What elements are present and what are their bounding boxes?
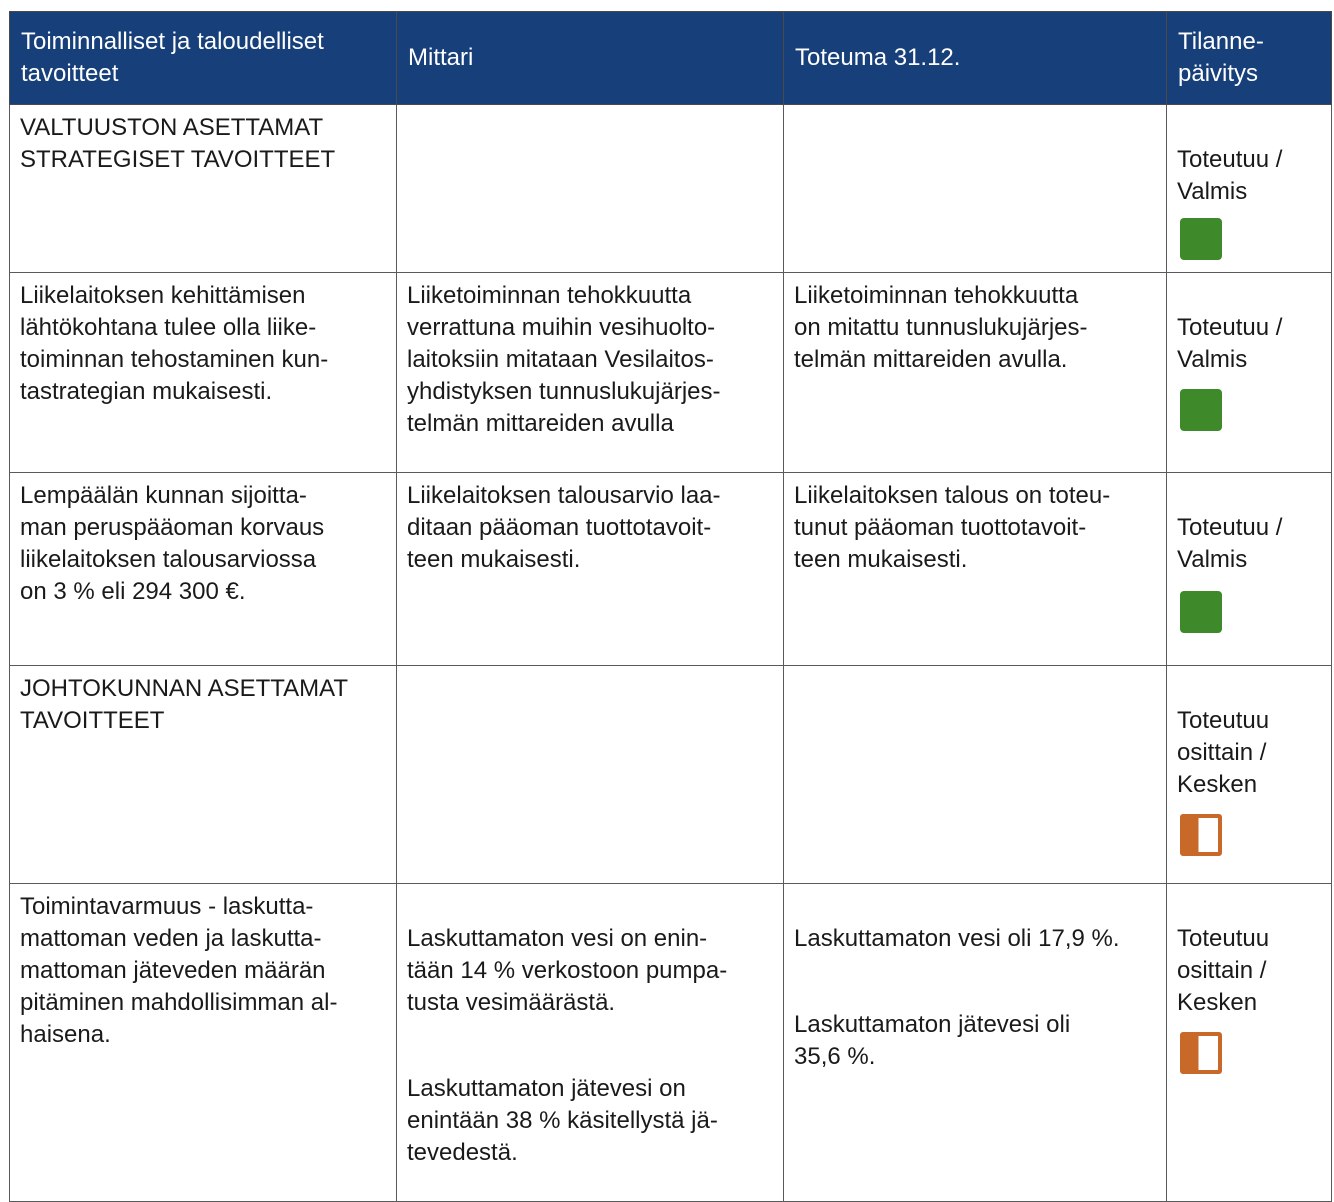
result-cell: Liikelaitoksen talous on toteu- tunut pääoman tuottotavoit- teen mukaisesti. [784,473,1167,666]
status-cell [1167,273,1332,473]
header-result: Toteuma 31.12. [784,12,1167,105]
header-status-label: Tilanne- päivitys [1178,28,1264,87]
header-status [1167,12,1332,105]
status-label: Toteutuu / Valmis [1177,314,1283,373]
metric-cell: Liikelaitoksen talousarvio laa- ditaan pääoman tuottotavoit- teen mukaisesti. [397,473,784,666]
status-cell [1167,473,1332,666]
done-square-icon [1180,218,1222,260]
status-label: Toteutuu osittain / Kesken [1177,925,1270,1016]
table-header-row [10,12,1332,105]
table-row [10,666,1332,884]
metric-cell [397,884,784,1202]
status-cell [1167,666,1332,884]
goal-cell: JOHTOKUNNAN ASETTAMAT TAVOITTEET [10,666,397,884]
table-row [10,273,1332,473]
metric-cell: Liiketoiminnan tehokkuutta verrattuna muihin vesihuolto- laitoksiin mitataan Vesilaitos- yhdistyksen tunnuslukujärjes- telmän mittareiden avulla [397,273,784,473]
done-square-icon [1180,389,1222,431]
goal-cell: Liikelaitoksen kehittämisen lähtökohtana tulee olla liike- toiminnan tehostaminen kun- tastrategian mukaisesti. [10,273,397,473]
result-cell [784,666,1167,884]
partial-square-icon [1180,1032,1222,1074]
metric-cell [397,666,784,884]
result-cell: Liiketoiminnan tehokkuutta on mitattu tunnuslukujärjes- telmän mittareiden avulla. [784,273,1167,473]
goal-cell: Toimintavarmuus - laskutta- mattoman veden ja laskutta- mattoman jäteveden määrän pitäminen mahdollisimman al- haisena. [10,884,397,1202]
table-row [10,105,1332,273]
status-cell [1167,105,1332,273]
status-label: Toteutuu / Valmis [1177,514,1283,573]
header-goals: Toiminnalliset ja taloudelliset tavoitteet [10,12,397,105]
header-metric: Mittari [397,12,784,105]
done-square-icon [1180,591,1222,633]
result-cell [784,105,1167,273]
table-row [10,473,1332,666]
goals-table [9,11,1332,1202]
metric-paragraph: Laskuttamaton vesi on enin- tään 14 % verkostoon pumpa- tusta vesimäärästä. [407,925,728,1016]
result-paragraph: Laskuttamaton jätevesi oli 35,6 %. [794,1011,1071,1070]
goal-cell: VALTUUSTON ASETTAMAT STRATEGISET TAVOITTEET [10,105,397,273]
result-paragraph: Laskuttamaton vesi oli 17,9 %. [794,925,1120,952]
goal-cell: Lempäälän kunnan sijoitta- man peruspääoman korvaus liikelaitoksen talousarviossa on 3 % eli 294 300 €. [10,473,397,666]
metric-cell [397,105,784,273]
partial-square-icon [1180,814,1222,856]
table-row [10,884,1332,1202]
result-cell [784,884,1167,1202]
status-label: Toteutuu osittain / Kesken [1177,707,1270,798]
status-label: Toteutuu / Valmis [1177,146,1283,205]
status-cell [1167,884,1332,1202]
metric-paragraph: Laskuttamaton jätevesi on enintään 38 % käsitellystä jä- tevedestä. [407,1075,718,1166]
